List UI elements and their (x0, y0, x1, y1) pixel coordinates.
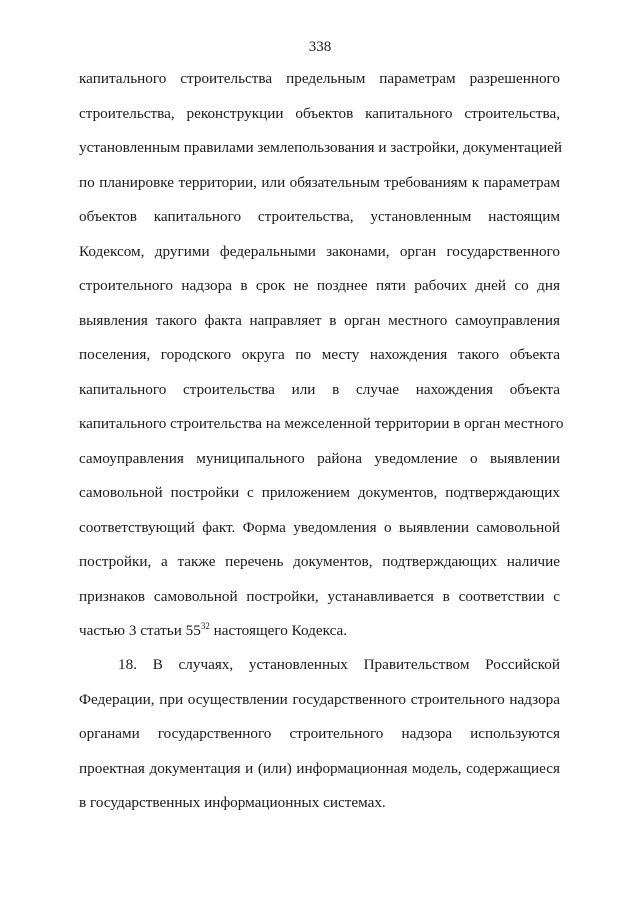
text-line: строительства, реконструкции объектов капитального строительства, (79, 104, 560, 122)
page-number: 338 (308, 39, 332, 55)
text-line: строительного надзора в срок не позднее пяти рабочих дней со дня (79, 277, 560, 294)
text-line: органами государственного строительного надзора используются (79, 725, 560, 742)
text-line-last: в государственных информационных системах. (79, 794, 386, 811)
text-line: признаков самовольной постройки, устанавливается в соответствии с (79, 587, 560, 605)
text-line: объектов капитального строительства, установленным настоящим (79, 208, 560, 225)
text-line: капитального строительства на межселенной территории в орган местного (79, 415, 564, 432)
text-fragment: частью 3 статьи 55 (79, 622, 201, 639)
text-line: капитального строительства предельным параметрам разрешенного (79, 70, 560, 87)
text-line: проектная документация и (или) информационная модель, содержащиеся (79, 759, 560, 777)
text-line: Федерации, при осуществлении государственного строительного надзора (79, 690, 560, 708)
paragraph-continuation (79, 67, 564, 654)
text-line: поселения, городского округа по месту нахождения такого объекта (79, 346, 560, 363)
text-line: по планировке территории, или обязательным требованиям к параметрам (79, 173, 560, 191)
text-line: самовольной постройки с приложением документов, подтверждающих (79, 484, 560, 501)
text-line: самоуправления муниципального района уведомление о выявлении (79, 449, 560, 467)
paragraph-18 (79, 653, 560, 826)
text-line: установленным правилами землепользования и застройки, документацией (79, 139, 563, 156)
text-line: соответствующий факт. Форма уведомления о выявлении самовольной (79, 518, 560, 536)
text-line: Кодексом, другими федеральными законами, орган государственного (79, 242, 560, 260)
text-line: постройки, а также перечень документов, подтверждающих наличие (79, 553, 560, 570)
text-line-last (79, 619, 560, 654)
text-line: капитального строительства или в случае нахождения объекта (79, 380, 560, 398)
text-fragment: настоящего Кодекса. (209, 622, 348, 639)
article-superscript: 32 (200, 621, 210, 631)
text-line: выявления такого факта направляет в орган местного самоуправления (79, 311, 560, 329)
text-line: 18. В случаях, установленных Правительством Российской (118, 656, 560, 673)
